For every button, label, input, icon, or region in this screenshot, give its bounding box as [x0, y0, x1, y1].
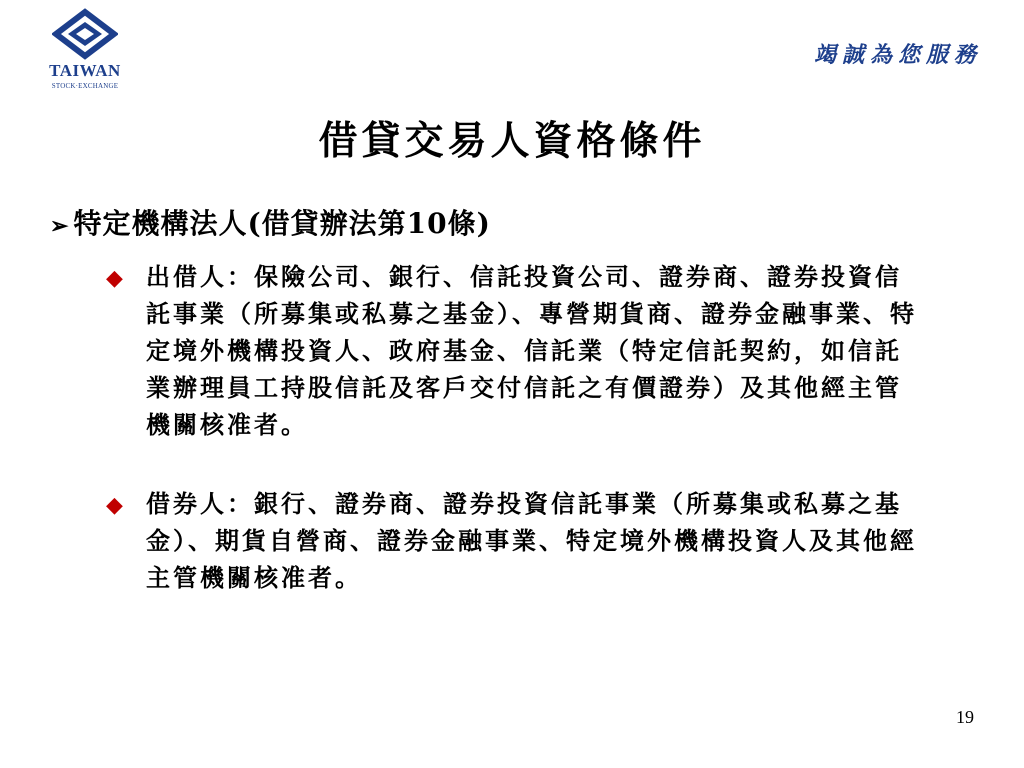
bullet-borrower — [106, 485, 926, 596]
page-title: 借貸交易人資格條件 — [318, 118, 706, 164]
diamond-bullet-icon: ◆ — [106, 492, 126, 518]
section-heading: 特定機構法人(借貸辦法第10條) — [73, 207, 491, 240]
bullet-text: 借券人：銀行、證券商、證券投資信託事業（所募集或私募之基金）、期貨自營商、證券金融事業、特定境外機構投資人及其他經主管機關核准者。 — [146, 489, 917, 592]
logo-name: TAIWAN — [49, 61, 121, 80]
motto: 竭誠為您服務 — [813, 42, 982, 68]
page-number: 19 — [956, 707, 974, 727]
section-heading-row — [50, 202, 491, 242]
logo — [40, 8, 130, 92]
arrow-bullet-icon: ➢ — [50, 213, 70, 239]
logo-subtitle: STOCK·EXCHANGE — [51, 82, 119, 90]
bullet-text: 出借人：保險公司、銀行、信託投資公司、證券商、證券投資信託事業（所募集或私募之基金）、專營期貨商、證券金融事業、特定境外機構投資人、政府基金、信託業（特定信託契約，如信託業辦理員工持股信託及客戶交付信託之有價證券）及其他經主管機關核准者。 — [146, 262, 917, 439]
diamond-bullet-icon: ◆ — [106, 265, 126, 291]
bullet-lender — [106, 258, 926, 443]
taiwan-stock-exchange-logo-icon — [52, 8, 118, 60]
